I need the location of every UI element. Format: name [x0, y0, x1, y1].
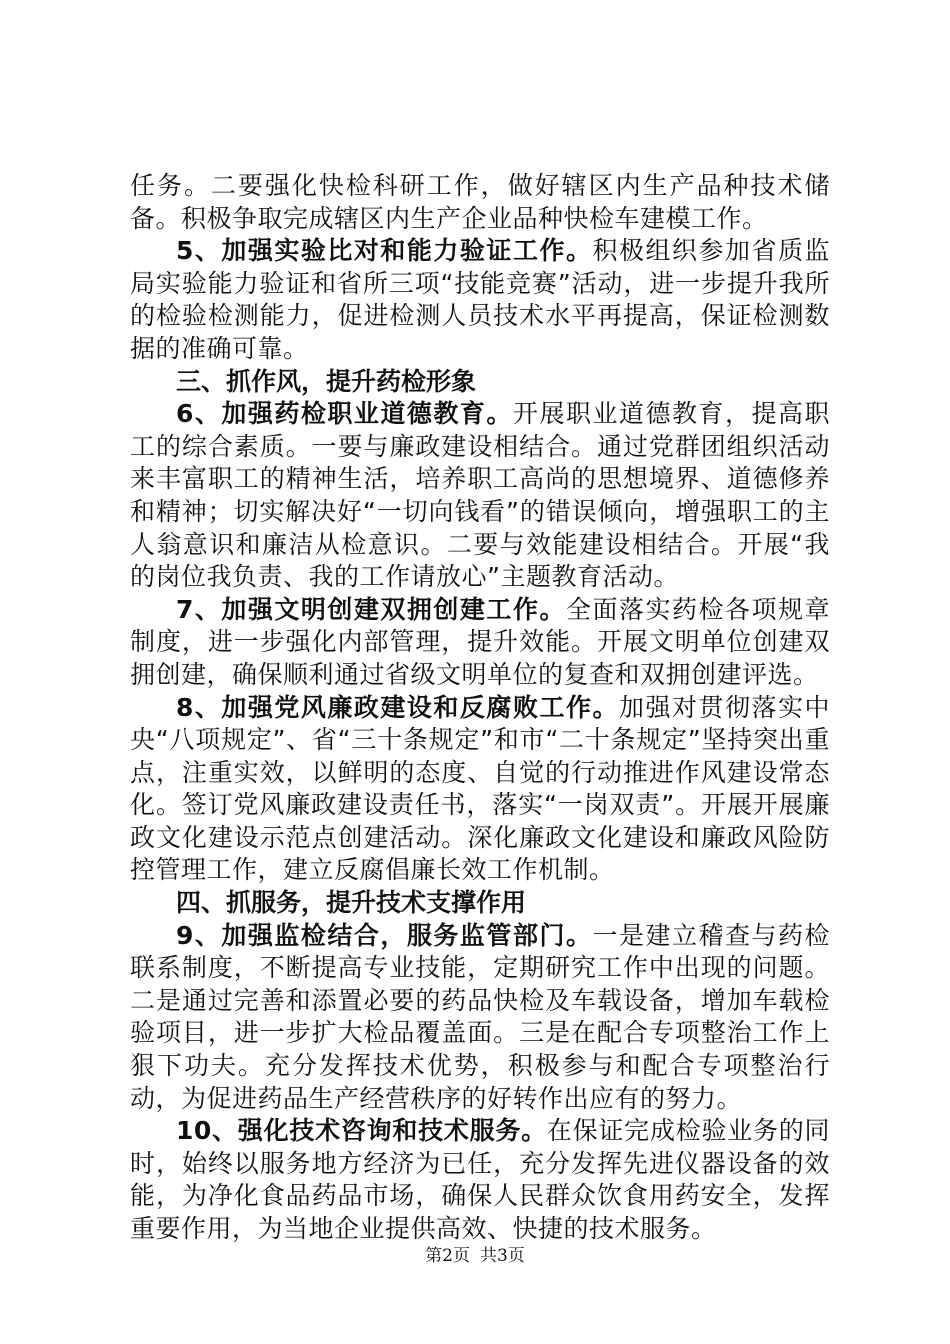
page-number: 第2页 [425, 1246, 470, 1266]
paragraph-lead: 5、加强实验比对和能力验证工作。 [176, 236, 593, 266]
paragraph-item-6 [130, 398, 830, 594]
page-total: 共3页 [480, 1246, 525, 1266]
paragraph-item-7 [130, 594, 830, 692]
paragraph-lead: 6、加强药检职业道德教育。 [176, 399, 513, 429]
paragraph-text: 在保证完成检验业务的同时，始终以服务地方经济为已任，充分发挥先进仪器设备的效能，为净化食品药品市场，确保人民群众饮食用药安全，发挥重要作用，为当地企业提供高效、快捷的技术服务。 [130, 1116, 830, 1243]
paragraph-text: 任务。二要强化快检科研工作，做好辖区内生产品种技术储备。积极争取完成辖区内生产企业品种快检车建模工作。 [130, 171, 830, 233]
paragraph-lead: 8、加强党风廉政建设和反腐败工作。 [176, 692, 619, 722]
paragraph-item-8 [130, 692, 830, 888]
page-footer [0, 1241, 950, 1266]
paragraph-item-9 [130, 920, 830, 1116]
paragraph-lead: 9、加强监检结合，服务监管部门。 [176, 920, 593, 950]
paragraph-item-5 [130, 235, 830, 365]
document-body [130, 170, 830, 1246]
paragraph-item-10 [130, 1115, 830, 1245]
paragraph-text: 全面落实药检各项规章制度，进一步强化内部管理，提升效能。开展文明单位创建双拥创建，确保顺利通过省级文明单位的复查和双拥创建评选。 [130, 594, 830, 689]
paragraph-text: 一是建立稽查与药检联系制度，不断提高专业技能，定期研究工作中出现的问题。二是通过完善和添置必要的药品快检及车载设备，增加车载检验项目，进一步扩大检品覆盖面。三是在配合专项整治工作上狠下功夫。充分发挥技术优势，积极参与和配合专项整治行动，为促进药品生产经营秩序的好转作出应有的努力。 [130, 920, 830, 1113]
section-heading-3: 三、抓作风，提升药检形象 [176, 366, 477, 396]
paragraph-continuation [130, 170, 830, 235]
paragraph-text: 开展职业道德教育，提高职工的综合素质。一要与廉政建设相结合。通过党群团组织活动来丰富职工的精神生活，培养职工高尚的思想境界、道德修养和精神；切实解决好“一切向钱看”的错误倾向，增强职工的主人翁意识和廉洁从检意识。二要与效能建设相结合。开展“我的岗位我负责、我的工作请放心”主题教育活动。 [130, 399, 830, 592]
section-heading-4: 四、抓服务，提升技术支撑作用 [176, 888, 527, 918]
paragraph-lead: 7、加强文明创建双拥创建工作。 [176, 594, 566, 624]
paragraph-lead: 10、强化技术咨询和技术服务。 [176, 1116, 547, 1146]
paragraph-text: 加强对贯彻落实中央“八项规定”、省“三十条规定”和市“二十条规定”坚持突出重点，注重实效，以鲜明的态度、自觉的行动推进作风建设常态化。签订党风廉政建设责任书，落实“一岗双责”。开展开展廉政文化建设示范点创建活动。深化廉政文化建设和廉政风险防控管理工作，建立反腐倡廉长效工作机制。 [130, 692, 830, 885]
paragraph-text: 积极组织参加省质监局实验能力验证和省所三项“技能竞赛”活动，进一步提升我所的检验检测能力，促进检测人员技术水平再提高，保证检测数据的准确可靠。 [130, 236, 830, 363]
